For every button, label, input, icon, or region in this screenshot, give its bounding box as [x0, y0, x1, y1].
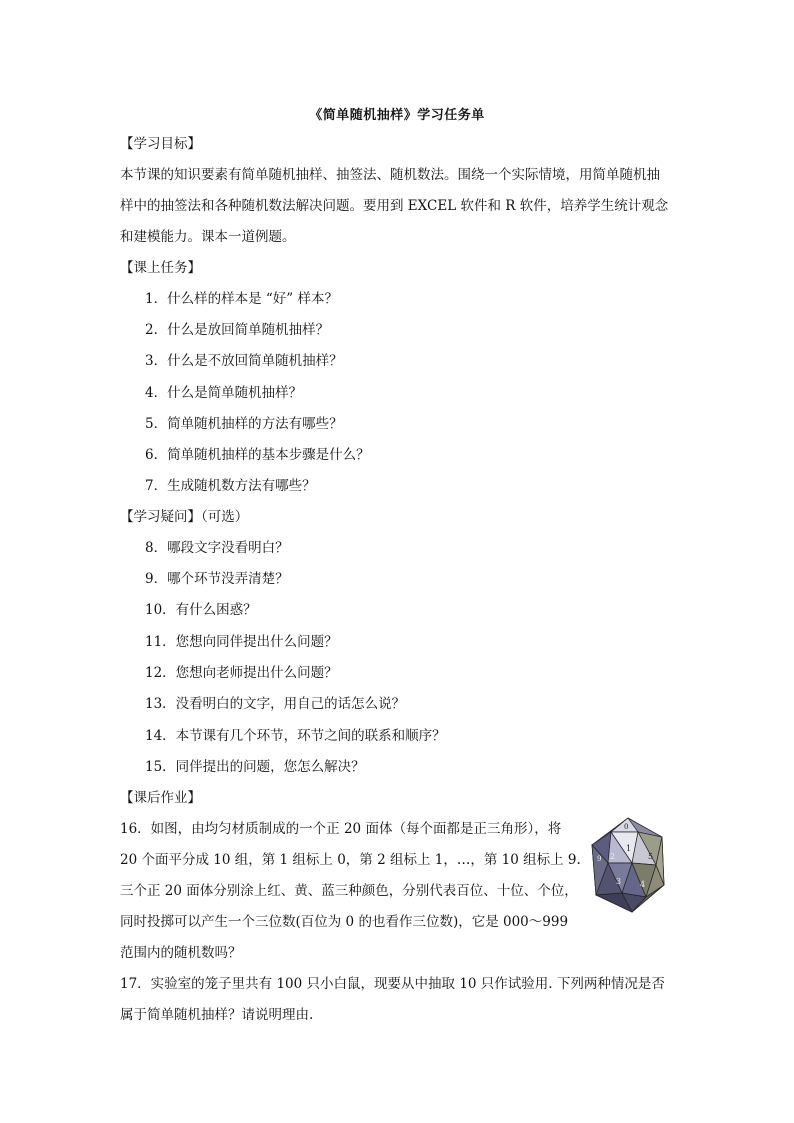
task-item: 5．简单随机抽样的方法有哪些？ — [145, 416, 343, 432]
dice-face-label: 3 — [616, 877, 622, 886]
task-item: 7．生成随机数方法有哪些？ — [145, 478, 316, 494]
dice-face-label: 9 — [597, 855, 602, 863]
task-item: 6．简单随机抽样的基本步骤是什么？ — [145, 447, 370, 463]
section-heading-questions: 【学习疑问】（可选） — [120, 509, 249, 525]
homework-line: 属于简单随机抽样？请说明理由. — [120, 1007, 314, 1023]
homework-line: 三个正 20 面体分别涂上红、黄、蓝三种颜色，分别代表百位、十位、个位， — [120, 883, 578, 899]
task-item: 3．什么是不放回简单随机抽样？ — [145, 353, 343, 369]
homework-line: 范围内的随机数吗？ — [120, 945, 242, 961]
icosahedron-dice-icon — [588, 815, 668, 915]
homework-line: 同时投掷可以产生一个三位数(百位为 0 的也看作三位数)，它是 000～999 — [120, 914, 569, 930]
page-title: 《简单随机抽样》学习任务单 — [309, 108, 485, 123]
dice-face-label: 2 — [610, 852, 616, 861]
objectives-line-2: 样中的抽签法和各种随机数法解决问题。要用到 EXCEL 软件和 R 软件，培养学生统计观念 — [120, 198, 669, 214]
section-heading-class-tasks: 【课上任务】 — [120, 260, 201, 276]
task-item: 4．什么是简单随机抽样？ — [145, 385, 303, 401]
section-heading-homework: 【课后作业】 — [120, 790, 201, 806]
dice-face-label: 0 — [624, 823, 629, 831]
homework-line: 17．实验室的笼子里共有 100 只小白鼠，现要从中抽取 10 只作试验用. 下列两种情况是否 — [120, 976, 665, 992]
section-heading-objectives: 【学习目标】 — [120, 136, 201, 152]
question-item: 8．哪段文字没看明白？ — [145, 540, 289, 556]
question-item: 12．您想向老师提出什么问题？ — [145, 665, 338, 681]
question-item: 10．有什么困惑？ — [145, 602, 257, 618]
question-item: 13．没看明白的文字，用自己的话怎么说？ — [145, 696, 406, 712]
task-item: 2．什么是放回简单随机抽样？ — [145, 322, 330, 338]
task-item: 1．什么样的样本是 “好” 样本？ — [145, 291, 338, 307]
homework-line: 20 个面平分成 10 组，第 1 组标上 0，第 2 组标上 1，…，第 10 组标上 9. — [120, 852, 581, 868]
objectives-line-1: 本节课的知识要素有简单随机抽样、抽签法、随机数法。围绕一个实际情境，用简单随机抽 — [120, 167, 660, 183]
objectives-line-3: 和建模能力。课本一道例题。 — [120, 229, 296, 245]
homework-line: 16．如图，由均匀材质制成的一个正 20 面体（每个面都是正三角形），将 — [120, 821, 562, 837]
dice-face-label: 4 — [640, 880, 646, 889]
question-item: 14．本节课有几个环节，环节之间的联系和顺序？ — [145, 728, 446, 744]
dice-face-label: 5 — [648, 852, 654, 861]
question-item: 15．同伴提出的问题，您怎么解决？ — [145, 759, 365, 775]
question-item: 9．哪个环节没弄清楚？ — [145, 571, 289, 587]
dice-face-label: 1 — [626, 844, 632, 853]
question-item: 11．您想向同伴提出什么问题？ — [145, 634, 338, 650]
